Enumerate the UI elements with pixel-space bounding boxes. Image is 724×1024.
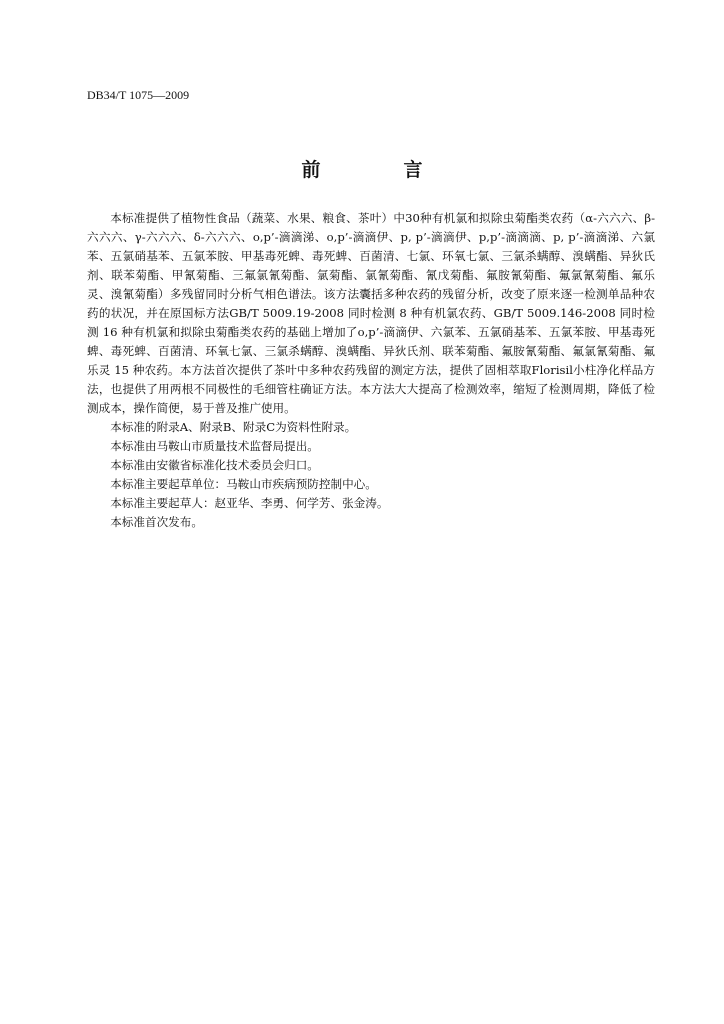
paragraph-drafters: 本标准主要起草人：赵亚华、李勇、何学芳、张金涛。 — [110, 496, 389, 510]
paragraph-first-release: 本标准首次发布。 — [110, 515, 203, 529]
paragraph-committee: 本标准由安徽省标准化技术委员会归口。 — [110, 458, 319, 472]
paragraph-drafting-unit: 本标准主要起草单位：马鞍山市疾病预防控制中心。 — [110, 477, 377, 491]
paragraph-appendices: 本标准的附录A、附录B、附录C为资料性附录。 — [110, 420, 357, 434]
paragraph-scope: 本标准提供了植物性食品（蔬菜、水果、粮食、茶叶）中30种有机氯和拟除虫菊酯类农药（α-六六六、β-六六六、γ-六六六、δ-六六六、o,p’-滴滴涕、o,p’-滴滴伊、p, p’-滴滴伊、p,p’-滴滴滴、p, p’-滴滴涕、六氯苯、五氯硝基苯、五氯苯胺、甲基毒死蜱、毒死蜱、百菌清、七氯、环氧七氯、三氯杀螨醇、溴螨酯、异狄氏剂、联苯菊酯、甲氰菊酯、三氟氯氰菊酯、氯菊酯、氯氰菊酯、氰戊菊酯、氟胺氰菊酯、氟氯氰菊酯、氟乐灵、溴氰菊酯）多残留同时分析气相色谱法。该方法囊括多种农药的残留分析，改变了原来逐一检测单品种农药的状况，并在原国标方法GB/T 5009.19-2008 同时检测 8 种有机氯农药、GB/T 5009.146-2008 同时检测 16 种有机氯和拟除虫菊酯类农药的基础上增加了o,p’-滴滴伊、六氯苯、五氯硝基苯、五氯苯胺、甲基毒死蜱、毒死蜱、百菌清、环氧七氯、三氯杀螨醇、溴螨酯、异狄氏剂、联苯菊酯、氟胺氰菊酯、氟氯氰菊酯、氟乐灵 15 种农药。本方法首次提供了茶叶中多种农药残留的测定方法，提供了固相萃取Florisil小柱净化样品方法，也提供了用两根不同极性的毛细管柱确证方法。本方法大大提高了检测效率，缩短了检测周期，降低了检测成本，操作简便，易于普及推广使用。 — [87, 211, 655, 415]
foreword-body — [87, 209, 655, 532]
document-code: DB34/T 1075—2009 — [87, 88, 190, 102]
paragraph-proposer: 本标准由马鞍山市质量技术监督局提出。 — [110, 439, 319, 453]
page-title: 前 言 — [301, 159, 455, 181]
